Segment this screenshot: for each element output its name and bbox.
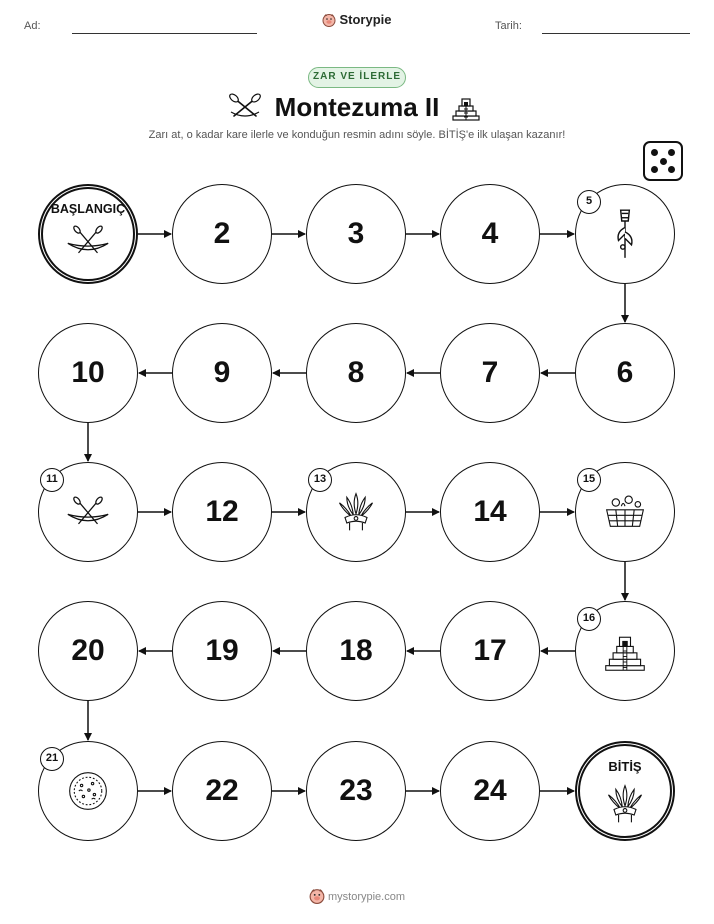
- board-space: [440, 323, 540, 423]
- space-number-badge: 15: [577, 468, 601, 492]
- space-number: 24: [473, 774, 507, 807]
- board-space: [440, 462, 540, 562]
- board-space: [575, 323, 675, 423]
- space-number-badge: 11: [40, 468, 64, 492]
- space-number: 18: [339, 634, 373, 667]
- space-number: 19: [205, 634, 239, 667]
- space-number: 7: [481, 356, 499, 389]
- start-space: [38, 184, 138, 284]
- footer: [0, 888, 714, 907]
- start-label: BAŞLANGIÇ: [50, 202, 126, 216]
- brand-name: Storypie: [339, 12, 392, 27]
- name-label: Ad:: [24, 20, 41, 32]
- space-number-badge: 13: [308, 468, 332, 492]
- space-number: 17: [473, 634, 507, 667]
- space-number: 14: [473, 495, 507, 528]
- board-space: [306, 741, 406, 841]
- page-title: Montezuma II: [274, 92, 440, 122]
- space-number: 3: [347, 217, 365, 250]
- footer-url: mystorypie.com: [327, 891, 406, 903]
- tortilla-icon: [66, 769, 110, 818]
- pyramid-icon: [603, 629, 647, 678]
- space-number: 12: [205, 495, 239, 528]
- space-number-badge: 21: [40, 747, 64, 771]
- space-number: 4: [481, 217, 499, 250]
- headdress-icon: [603, 782, 647, 831]
- space-number: 10: [71, 356, 105, 389]
- canoe-icon: [66, 225, 110, 263]
- finish-space: [575, 741, 675, 841]
- space-number: 8: [347, 356, 365, 389]
- board-space: [172, 184, 272, 284]
- space-number-badge: 16: [577, 607, 601, 631]
- space-number-badge: 5: [577, 190, 601, 214]
- flower-basket-icon: [603, 493, 647, 535]
- torch-icon: [612, 208, 638, 265]
- space-number: 2: [213, 217, 231, 250]
- board-space: [306, 323, 406, 423]
- board-space: [440, 601, 540, 701]
- board-space: [306, 184, 406, 284]
- space-number: 6: [616, 356, 634, 389]
- board-space: [172, 741, 272, 841]
- space-number: 22: [205, 774, 239, 807]
- board-space: [38, 601, 138, 701]
- space-number: 20: [71, 634, 105, 667]
- canoe-icon: [66, 496, 110, 534]
- board-space: [440, 184, 540, 284]
- finish-label: BİTİŞ: [608, 759, 642, 774]
- board-space: [172, 323, 272, 423]
- board-space: [38, 323, 138, 423]
- date-label: Tarih:: [495, 20, 522, 32]
- board-space: [440, 741, 540, 841]
- activity-tag: ZAR VE İLERLE: [308, 67, 406, 88]
- storypie-logo-icon: [309, 888, 325, 907]
- board-space: [172, 462, 272, 562]
- headdress-icon: [334, 490, 378, 539]
- board-space: [306, 601, 406, 701]
- space-number: 9: [213, 356, 231, 389]
- board-space: [172, 601, 272, 701]
- instructions: Zarı at, o kadar kare ilerle ve konduğun resmin adını söyle. BİTİŞ'e ilk ulaşan kazanır!: [148, 129, 566, 141]
- space-number: 23: [339, 774, 373, 807]
